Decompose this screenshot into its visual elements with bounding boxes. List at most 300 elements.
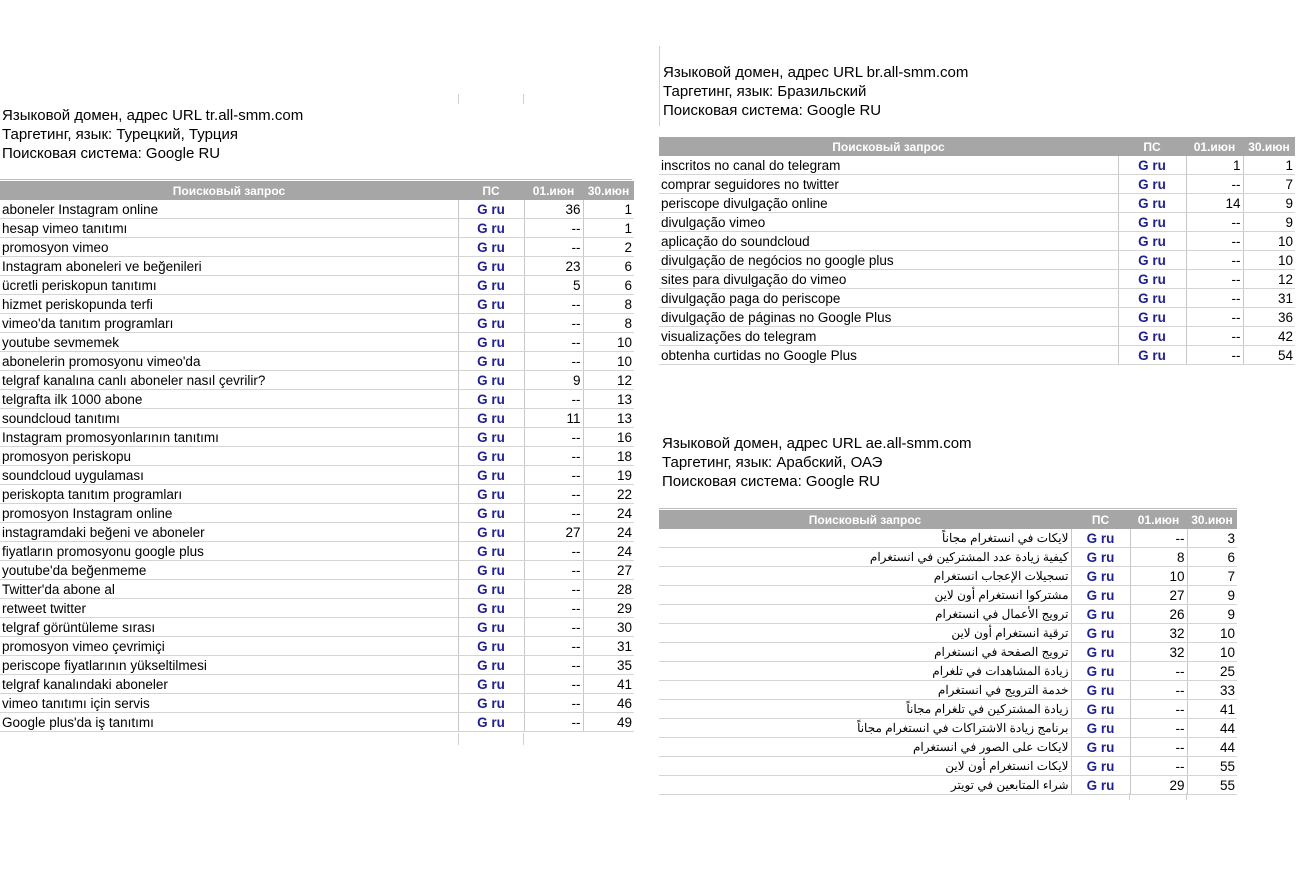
- search-engine-cell: G ru: [1118, 175, 1186, 194]
- search-engine-cell: G ru: [1071, 643, 1130, 662]
- search-engine-cell: G ru: [458, 447, 524, 466]
- position-june-30-cell: 10: [583, 333, 634, 352]
- table-row: [0, 694, 634, 713]
- position-june-30-cell: 42: [1243, 327, 1295, 346]
- br-search-engine-line: Поисковая система: Google RU: [663, 102, 882, 119]
- table-header-row: [659, 137, 1295, 156]
- position-june-30-cell: 10: [1187, 624, 1237, 643]
- position-june-30-cell: 10: [1243, 251, 1295, 270]
- table-row: [0, 390, 634, 409]
- position-june-30-cell: 41: [1187, 700, 1237, 719]
- position-june-01-cell: --: [524, 675, 583, 694]
- position-june-30-cell: 46: [583, 694, 634, 713]
- position-june-30-cell: 55: [1187, 757, 1237, 776]
- search-engine-cell: G ru: [1071, 738, 1130, 757]
- position-june-30-cell: 10: [1187, 643, 1237, 662]
- table-row: [659, 194, 1295, 213]
- position-june-01-cell: --: [524, 504, 583, 523]
- position-june-30-cell: 41: [583, 675, 634, 694]
- table-row: [0, 428, 634, 447]
- position-june-30-cell: 3: [1187, 529, 1237, 548]
- search-engine-cell: G ru: [458, 276, 524, 295]
- position-june-30-cell: 9: [1187, 605, 1237, 624]
- search-engine-cell: G ru: [458, 485, 524, 504]
- table-row: [659, 548, 1237, 567]
- position-june-30-cell: 1: [583, 200, 634, 219]
- position-june-30-cell: 6: [583, 276, 634, 295]
- position-june-30-cell: 13: [583, 390, 634, 409]
- search-engine-cell: G ru: [458, 295, 524, 314]
- query-cell: visualizações do telegram: [659, 327, 1118, 346]
- grid-line: [458, 94, 459, 104]
- position-june-01-cell: --: [524, 580, 583, 599]
- query-cell: مشتركوا انستغرام أون لاين: [659, 586, 1071, 605]
- position-june-01-cell: --: [1186, 346, 1243, 365]
- position-june-30-cell: 8: [583, 314, 634, 333]
- search-engine-cell: G ru: [1118, 308, 1186, 327]
- query-cell: برنامج زيادة الاشتراكات في انستغرام مجاناً: [659, 719, 1071, 738]
- query-cell: vimeo tanıtımı için servis: [0, 694, 458, 713]
- query-cell: ücretli periskopun tanıtımı: [0, 276, 458, 295]
- position-june-30-cell: 8: [583, 295, 634, 314]
- query-cell: hesap vimeo tanıtımı: [0, 219, 458, 238]
- query-cell: Twitter'da abone al: [0, 580, 458, 599]
- table-row: [0, 485, 634, 504]
- position-june-30-cell: 7: [1243, 175, 1295, 194]
- position-june-30-cell: 25: [1187, 662, 1237, 681]
- position-june-01-cell: 29: [1130, 776, 1187, 795]
- position-june-01-cell: 8: [1130, 548, 1187, 567]
- table-header-row: [659, 510, 1237, 529]
- query-cell: telgraf görüntüleme sırası: [0, 618, 458, 637]
- position-june-01-cell: 11: [524, 409, 583, 428]
- query-cell: soundcloud tanıtımı: [0, 409, 458, 428]
- query-cell: Instagram aboneleri ve beğenileri: [0, 257, 458, 276]
- table-row: [659, 624, 1237, 643]
- query-cell: promosyon vimeo çevrimiçi: [0, 637, 458, 656]
- position-june-01-cell: --: [524, 542, 583, 561]
- tr-keyword-table: [0, 181, 634, 732]
- query-cell: ترويج الأعمال في انستغرام: [659, 605, 1071, 624]
- grid-line: [523, 733, 524, 745]
- query-cell: لايكات على الصور في انستغرام: [659, 738, 1071, 757]
- column-header-date2: 30.июн: [1187, 510, 1237, 529]
- query-cell: abonelerin promosyonu vimeo'da: [0, 352, 458, 371]
- table-row: [0, 523, 634, 542]
- br-domain-line: Языковой домен, адрес URL br.all-smm.com: [663, 64, 969, 81]
- ae-targeting-line: Таргетинг, язык: Арабский, ОАЭ: [662, 454, 883, 471]
- search-engine-cell: G ru: [458, 428, 524, 447]
- table-row: [659, 327, 1295, 346]
- query-cell: لايكات في انستغرام مجاناً: [659, 529, 1071, 548]
- search-engine-cell: G ru: [458, 656, 524, 675]
- table-top-border: [659, 508, 1237, 509]
- position-june-30-cell: 6: [583, 257, 634, 276]
- position-june-30-cell: 2: [583, 238, 634, 257]
- position-june-01-cell: 32: [1130, 643, 1187, 662]
- position-june-01-cell: --: [524, 599, 583, 618]
- position-june-30-cell: 28: [583, 580, 634, 599]
- table-row: [0, 618, 634, 637]
- table-row: [0, 504, 634, 523]
- position-june-01-cell: --: [1186, 175, 1243, 194]
- search-engine-cell: G ru: [458, 599, 524, 618]
- position-june-01-cell: --: [1186, 232, 1243, 251]
- table-row: [0, 466, 634, 485]
- position-june-30-cell: 18: [583, 447, 634, 466]
- query-cell: comprar seguidores no twitter: [659, 175, 1118, 194]
- table-row: [659, 232, 1295, 251]
- position-june-01-cell: --: [1186, 270, 1243, 289]
- query-cell: زيادة المشتركين في تلغرام مجاناً: [659, 700, 1071, 719]
- query-cell: promosyon Instagram online: [0, 504, 458, 523]
- search-engine-cell: G ru: [458, 504, 524, 523]
- column-header-ps: ПС: [458, 181, 524, 200]
- search-engine-cell: G ru: [458, 713, 524, 732]
- position-june-30-cell: 24: [583, 523, 634, 542]
- position-june-30-cell: 54: [1243, 346, 1295, 365]
- query-cell: Google plus'da iş tanıtımı: [0, 713, 458, 732]
- query-cell: divulgação vimeo: [659, 213, 1118, 232]
- position-june-30-cell: 36: [1243, 308, 1295, 327]
- column-header-ps: ПС: [1071, 510, 1130, 529]
- position-june-01-cell: --: [1130, 681, 1187, 700]
- search-engine-cell: G ru: [458, 675, 524, 694]
- position-june-01-cell: --: [524, 713, 583, 732]
- position-june-01-cell: 14: [1186, 194, 1243, 213]
- column-header-query: Поисковый запрос: [659, 137, 1118, 156]
- position-june-30-cell: 31: [1243, 289, 1295, 308]
- position-june-01-cell: --: [524, 428, 583, 447]
- position-june-30-cell: 9: [1243, 194, 1295, 213]
- query-cell: periscope divulgação online: [659, 194, 1118, 213]
- query-cell: telgrafta ilk 1000 abone: [0, 390, 458, 409]
- position-june-30-cell: 44: [1187, 719, 1237, 738]
- grid-line: [458, 733, 459, 745]
- table-row: [0, 200, 634, 219]
- position-june-01-cell: --: [1130, 662, 1187, 681]
- query-cell: promosyon periskopu: [0, 447, 458, 466]
- search-engine-cell: G ru: [458, 257, 524, 276]
- table-row: [659, 586, 1237, 605]
- query-cell: تسجيلات الإعجاب انستغرام: [659, 567, 1071, 586]
- position-june-01-cell: 23: [524, 257, 583, 276]
- search-engine-cell: G ru: [1118, 213, 1186, 232]
- table-row: [0, 333, 634, 352]
- search-engine-cell: G ru: [1071, 548, 1130, 567]
- search-engine-cell: G ru: [1118, 327, 1186, 346]
- position-june-30-cell: 19: [583, 466, 634, 485]
- position-june-01-cell: 10: [1130, 567, 1187, 586]
- search-engine-cell: G ru: [458, 580, 524, 599]
- column-header-query: Поисковый запрос: [0, 181, 458, 200]
- query-cell: youtube'da beğenmeme: [0, 561, 458, 580]
- position-june-01-cell: --: [1130, 738, 1187, 757]
- position-june-30-cell: 1: [1243, 156, 1295, 175]
- search-engine-cell: G ru: [458, 637, 524, 656]
- table-row: [659, 662, 1237, 681]
- position-june-30-cell: 44: [1187, 738, 1237, 757]
- position-june-30-cell: 24: [583, 504, 634, 523]
- search-engine-cell: G ru: [1071, 624, 1130, 643]
- position-june-01-cell: --: [524, 656, 583, 675]
- position-june-30-cell: 9: [1243, 213, 1295, 232]
- position-june-01-cell: --: [524, 390, 583, 409]
- table-row: [659, 605, 1237, 624]
- query-cell: soundcloud uygulaması: [0, 466, 458, 485]
- search-engine-cell: G ru: [1071, 757, 1130, 776]
- query-cell: كيفية زيادة عدد المشتركين في انستغرام: [659, 548, 1071, 567]
- table-row: [0, 599, 634, 618]
- position-june-01-cell: --: [524, 352, 583, 371]
- table-row: [0, 219, 634, 238]
- search-engine-cell: G ru: [1118, 270, 1186, 289]
- table-row: [0, 276, 634, 295]
- search-engine-cell: G ru: [1071, 586, 1130, 605]
- table-row: [659, 308, 1295, 327]
- query-cell: hizmet periskopunda terfi: [0, 295, 458, 314]
- position-june-30-cell: 6: [1187, 548, 1237, 567]
- search-engine-cell: G ru: [1071, 719, 1130, 738]
- query-cell: شراء المتابعين في تويتر: [659, 776, 1071, 795]
- position-june-01-cell: --: [524, 561, 583, 580]
- column-header-date2: 30.июн: [1243, 137, 1295, 156]
- column-header-ps: ПС: [1118, 137, 1186, 156]
- position-june-01-cell: --: [1130, 719, 1187, 738]
- br-targeting-line: Таргетинг, язык: Бразильский: [663, 83, 867, 100]
- query-cell: ترقية انستغرام أون لاين: [659, 624, 1071, 643]
- position-june-01-cell: --: [524, 333, 583, 352]
- query-cell: ترويج الصفحة في انستغرام: [659, 643, 1071, 662]
- tr-targeting-line: Таргетинг, язык: Турецкий, Турция: [2, 126, 239, 143]
- search-engine-cell: G ru: [1071, 681, 1130, 700]
- query-cell: divulgação de negócios no google plus: [659, 251, 1118, 270]
- search-engine-cell: G ru: [458, 352, 524, 371]
- table-top-border: [0, 179, 632, 180]
- position-june-30-cell: 22: [583, 485, 634, 504]
- table-row: [659, 719, 1237, 738]
- search-engine-cell: G ru: [458, 314, 524, 333]
- grid-line: [523, 94, 524, 104]
- position-june-01-cell: --: [524, 485, 583, 504]
- search-engine-cell: G ru: [458, 542, 524, 561]
- position-june-01-cell: 32: [1130, 624, 1187, 643]
- br-keyword-table: [659, 137, 1295, 365]
- query-cell: periscope fiyatlarının yükseltilmesi: [0, 656, 458, 675]
- position-june-01-cell: --: [524, 295, 583, 314]
- search-engine-cell: G ru: [1071, 700, 1130, 719]
- ae-search-engine-line: Поисковая система: Google RU: [662, 473, 881, 490]
- table-row: [659, 175, 1295, 194]
- table-row: [0, 238, 634, 257]
- tr-header: [2, 106, 303, 163]
- table-row: [659, 270, 1295, 289]
- table-row: [659, 346, 1295, 365]
- position-june-01-cell: --: [1130, 757, 1187, 776]
- table-header-row: [0, 181, 634, 200]
- search-engine-cell: G ru: [1118, 289, 1186, 308]
- search-engine-cell: G ru: [1118, 156, 1186, 175]
- position-june-30-cell: 31: [583, 637, 634, 656]
- column-header-date2: 30.июн: [583, 181, 634, 200]
- position-june-01-cell: 27: [524, 523, 583, 542]
- position-june-01-cell: --: [524, 219, 583, 238]
- position-june-30-cell: 49: [583, 713, 634, 732]
- table-row: [0, 675, 634, 694]
- search-engine-cell: G ru: [458, 371, 524, 390]
- position-june-30-cell: 30: [583, 618, 634, 637]
- position-june-01-cell: 5: [524, 276, 583, 295]
- query-cell: aplicação do soundcloud: [659, 232, 1118, 251]
- column-header-date1: 01.июн: [1186, 137, 1243, 156]
- position-june-01-cell: --: [524, 447, 583, 466]
- query-cell: retweet twitter: [0, 599, 458, 618]
- search-engine-cell: G ru: [1071, 605, 1130, 624]
- table-row: [0, 295, 634, 314]
- table-row: [0, 447, 634, 466]
- table-row: [659, 213, 1295, 232]
- search-engine-cell: G ru: [1118, 251, 1186, 270]
- table-row: [0, 656, 634, 675]
- position-june-01-cell: --: [1130, 700, 1187, 719]
- position-june-30-cell: 27: [583, 561, 634, 580]
- search-engine-cell: G ru: [1071, 529, 1130, 548]
- position-june-01-cell: --: [524, 637, 583, 656]
- position-june-30-cell: 35: [583, 656, 634, 675]
- tr-domain-line: Языковой домен, адрес URL tr.all-smm.com: [2, 107, 304, 124]
- table-row: [0, 409, 634, 428]
- query-cell: لايكات انستغرام أون لاين: [659, 757, 1071, 776]
- position-june-30-cell: 10: [1243, 232, 1295, 251]
- query-cell: divulgação paga do periscope: [659, 289, 1118, 308]
- column-header-date1: 01.июн: [524, 181, 583, 200]
- position-june-30-cell: 10: [583, 352, 634, 371]
- br-table-viewport: [659, 137, 1297, 372]
- position-june-01-cell: 36: [524, 200, 583, 219]
- position-june-01-cell: 1: [1186, 156, 1243, 175]
- search-engine-cell: G ru: [1118, 346, 1186, 365]
- position-june-01-cell: --: [1186, 327, 1243, 346]
- ae-domain-line: Языковой домен, адрес URL ae.all-smm.com: [662, 435, 972, 452]
- search-engine-cell: G ru: [458, 200, 524, 219]
- position-june-01-cell: 26: [1130, 605, 1187, 624]
- position-june-01-cell: --: [524, 314, 583, 333]
- table-row: [659, 738, 1237, 757]
- table-row: [0, 352, 634, 371]
- position-june-30-cell: 12: [1243, 270, 1295, 289]
- query-cell: promosyon vimeo: [0, 238, 458, 257]
- query-cell: aboneler Instagram online: [0, 200, 458, 219]
- column-header-date1: 01.июн: [1130, 510, 1187, 529]
- query-cell: telgraf kanalına canlı aboneler nasıl çevrilir?: [0, 371, 458, 390]
- table-row: [0, 371, 634, 390]
- table-row: [0, 314, 634, 333]
- table-row: [0, 257, 634, 276]
- position-june-01-cell: --: [524, 694, 583, 713]
- grid-line: [659, 46, 660, 126]
- query-cell: زيادة المشاهدات في تلغرام: [659, 662, 1071, 681]
- search-engine-cell: G ru: [458, 561, 524, 580]
- search-engine-cell: G ru: [1071, 662, 1130, 681]
- table-row: [0, 542, 634, 561]
- search-engine-cell: G ru: [1071, 567, 1130, 586]
- table-row: [0, 561, 634, 580]
- search-engine-cell: G ru: [458, 390, 524, 409]
- query-cell: obtenha curtidas no Google Plus: [659, 346, 1118, 365]
- position-june-30-cell: 29: [583, 599, 634, 618]
- query-cell: telgraf kanalındaki aboneler: [0, 675, 458, 694]
- search-engine-cell: G ru: [1118, 232, 1186, 251]
- query-cell: sites para divulgação do vimeo: [659, 270, 1118, 289]
- search-engine-cell: G ru: [458, 238, 524, 257]
- table-row: [659, 567, 1237, 586]
- position-june-01-cell: --: [524, 618, 583, 637]
- position-june-01-cell: --: [1186, 289, 1243, 308]
- table-row: [0, 580, 634, 599]
- position-june-30-cell: 24: [583, 542, 634, 561]
- table-row: [659, 757, 1237, 776]
- query-cell: periskopta tanıtım programları: [0, 485, 458, 504]
- position-june-30-cell: 16: [583, 428, 634, 447]
- table-row: [659, 681, 1237, 700]
- query-cell: youtube sevmemek: [0, 333, 458, 352]
- search-engine-cell: G ru: [458, 523, 524, 542]
- search-engine-cell: G ru: [458, 618, 524, 637]
- search-engine-cell: G ru: [1118, 194, 1186, 213]
- query-cell: instagramdaki beğeni ve aboneler: [0, 523, 458, 542]
- position-june-30-cell: 7: [1187, 567, 1237, 586]
- column-header-query: Поисковый запрос: [659, 510, 1071, 529]
- position-june-01-cell: --: [524, 466, 583, 485]
- position-june-01-cell: --: [524, 238, 583, 257]
- search-engine-cell: G ru: [458, 219, 524, 238]
- position-june-01-cell: 27: [1130, 586, 1187, 605]
- table-row: [659, 251, 1295, 270]
- table-row: [0, 637, 634, 656]
- position-june-01-cell: --: [1130, 529, 1187, 548]
- position-june-30-cell: 33: [1187, 681, 1237, 700]
- position-june-01-cell: --: [1186, 251, 1243, 270]
- position-june-30-cell: 55: [1187, 776, 1237, 795]
- ae-header: [662, 434, 972, 491]
- table-row: [659, 700, 1237, 719]
- position-june-01-cell: 9: [524, 371, 583, 390]
- query-cell: vimeo'da tanıtım programları: [0, 314, 458, 333]
- ae-keyword-table: [659, 510, 1237, 795]
- search-engine-cell: G ru: [458, 333, 524, 352]
- table-row: [0, 713, 634, 732]
- position-june-30-cell: 1: [583, 219, 634, 238]
- tr-search-engine-line: Поисковая система: Google RU: [2, 145, 221, 162]
- search-engine-cell: G ru: [458, 694, 524, 713]
- search-engine-cell: G ru: [1071, 776, 1130, 795]
- table-row: [659, 776, 1237, 795]
- position-june-01-cell: --: [1186, 213, 1243, 232]
- query-cell: خدمة الترويج في انستغرام: [659, 681, 1071, 700]
- position-june-30-cell: 13: [583, 409, 634, 428]
- table-row: [659, 156, 1295, 175]
- table-row: [659, 289, 1295, 308]
- position-june-30-cell: 9: [1187, 586, 1237, 605]
- table-row: [659, 529, 1237, 548]
- query-cell: divulgação de páginas no Google Plus: [659, 308, 1118, 327]
- position-june-30-cell: 12: [583, 371, 634, 390]
- br-header: [663, 63, 968, 120]
- query-cell: inscritos no canal do telegram: [659, 156, 1118, 175]
- query-cell: fiyatların promosyonu google plus: [0, 542, 458, 561]
- search-engine-cell: G ru: [458, 409, 524, 428]
- position-june-01-cell: --: [1186, 308, 1243, 327]
